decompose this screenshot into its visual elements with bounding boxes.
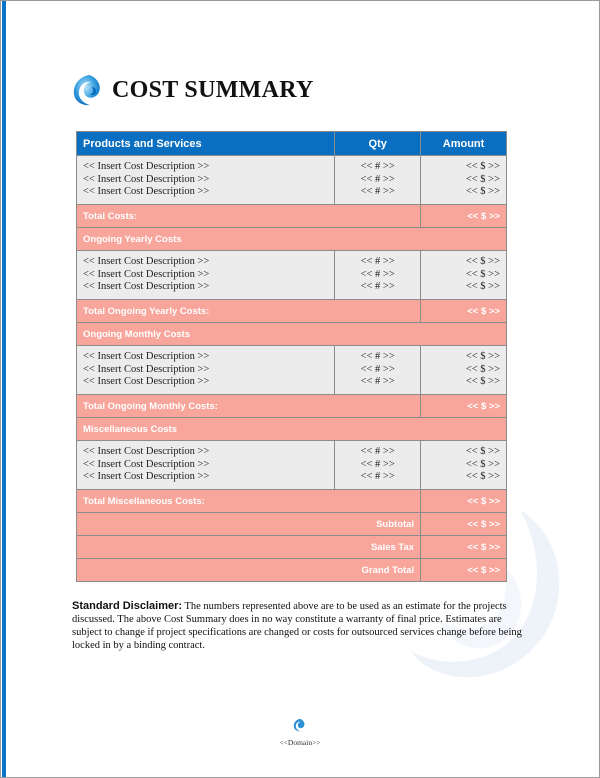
item-description: << Insert Cost Description >> [83, 458, 210, 470]
header-qty: Qty [335, 132, 421, 156]
header-products-services: Products and Services [77, 132, 335, 156]
qty-cell [335, 251, 421, 300]
grand-total-row [77, 559, 507, 582]
total-costs-amount: << $ >> [421, 205, 507, 228]
description-cell [77, 156, 335, 205]
monthly-total-row [77, 395, 507, 418]
amount-cell [421, 441, 507, 490]
header-amount: Amount [421, 132, 507, 156]
left-accent-stripe [2, 1, 6, 777]
misc-total-label: Total Miscellaneous Costs: [77, 490, 421, 513]
monthly-section-header: Ongoing Monthly Costs [77, 323, 507, 346]
amount-cell [421, 251, 507, 300]
yearly-total-label: Total Ongoing Yearly Costs: [77, 300, 421, 323]
disclaimer-text: The numbers represented above are to be used as an estimate for the projects discussed. The above Cost Summary does in no way constitute a warranty of final price. Estimates are subject to change if project specifications are changed or costs for outsourced services change before being locked in by a binding contract. [72, 601, 522, 651]
item-amount: << $ >> [465, 471, 500, 483]
grand-total-amount: << $ >> [421, 559, 507, 582]
item-amount: << $ >> [465, 268, 500, 280]
item-qty: << # >> [360, 256, 395, 268]
item-qty: << # >> [360, 471, 395, 483]
disclaimer-label: Standard Disclaimer: [72, 600, 183, 612]
amount-cell [421, 346, 507, 395]
item-qty: << # >> [360, 446, 395, 458]
item-qty: << # >> [360, 161, 395, 173]
footer-swirl-logo-icon [293, 718, 307, 732]
yearly-section-header-row [77, 228, 507, 251]
qty-cell [335, 346, 421, 395]
item-qty: << # >> [360, 351, 395, 363]
item-description: << Insert Cost Description >> [83, 281, 210, 293]
footer [0, 718, 600, 750]
yearly-total-row [77, 300, 507, 323]
table-row [77, 156, 507, 205]
item-amount: << $ >> [465, 458, 500, 470]
item-description: << Insert Cost Description >> [83, 256, 210, 268]
misc-section-header: Miscellaneous Costs [77, 418, 507, 441]
subtotal-amount: << $ >> [421, 513, 507, 536]
item-description: << Insert Cost Description >> [83, 376, 210, 388]
footer-domain: <<Domain>> [279, 738, 321, 747]
item-amount: << $ >> [465, 161, 500, 173]
sales-tax-amount: << $ >> [421, 536, 507, 559]
table-row [77, 441, 507, 490]
subtotal-row [77, 513, 507, 536]
table-header-row [77, 132, 507, 156]
item-qty: << # >> [360, 363, 395, 375]
description-cell [77, 346, 335, 395]
item-qty: << # >> [360, 458, 395, 470]
monthly-section-header-row [77, 323, 507, 346]
item-description: << Insert Cost Description >> [83, 363, 210, 375]
description-cell [77, 441, 335, 490]
item-description: << Insert Cost Description >> [83, 161, 210, 173]
item-description: << Insert Cost Description >> [83, 186, 210, 198]
item-description: << Insert Cost Description >> [83, 351, 210, 363]
description-cell [77, 251, 335, 300]
misc-section-header-row [77, 418, 507, 441]
item-amount: << $ >> [465, 173, 500, 185]
item-amount: << $ >> [465, 376, 500, 388]
item-qty: << # >> [360, 173, 395, 185]
item-amount: << $ >> [465, 256, 500, 268]
item-amount: << $ >> [465, 363, 500, 375]
sales-tax-row [77, 536, 507, 559]
qty-cell [335, 156, 421, 205]
swirl-logo-icon [72, 73, 106, 107]
table-row [77, 346, 507, 395]
yearly-total-amount: << $ >> [421, 300, 507, 323]
item-amount: << $ >> [465, 351, 500, 363]
item-qty: << # >> [360, 376, 395, 388]
page-title: COST SUMMARY [112, 76, 314, 103]
item-description: << Insert Cost Description >> [83, 446, 210, 458]
amount-cell [421, 156, 507, 205]
item-description: << Insert Cost Description >> [83, 268, 210, 280]
subtotal-label: Subtotal [77, 513, 421, 536]
title-block [72, 72, 314, 108]
misc-total-amount: << $ >> [421, 490, 507, 513]
misc-total-row [77, 490, 507, 513]
item-amount: << $ >> [465, 281, 500, 293]
grand-total-label: Grand Total [77, 559, 421, 582]
disclaimer-block [72, 600, 522, 652]
item-amount: << $ >> [465, 446, 500, 458]
cost-summary-table [76, 131, 507, 582]
total-costs-row [77, 205, 507, 228]
monthly-total-label: Total Ongoing Monthly Costs: [77, 395, 421, 418]
monthly-total-amount: << $ >> [421, 395, 507, 418]
item-amount: << $ >> [465, 186, 500, 198]
sales-tax-label: Sales Tax [77, 536, 421, 559]
item-qty: << # >> [360, 186, 395, 198]
item-description: << Insert Cost Description >> [83, 471, 210, 483]
total-costs-label: Total Costs: [77, 205, 421, 228]
qty-cell [335, 441, 421, 490]
item-qty: << # >> [360, 281, 395, 293]
item-description: << Insert Cost Description >> [83, 173, 210, 185]
item-qty: << # >> [360, 268, 395, 280]
yearly-section-header: Ongoing Yearly Costs [77, 228, 507, 251]
table-row [77, 251, 507, 300]
